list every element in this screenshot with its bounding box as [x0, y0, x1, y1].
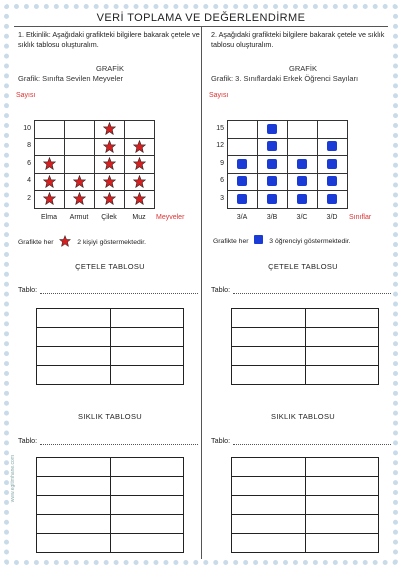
left-chart	[18, 92, 202, 232]
table-cell[interactable]	[232, 309, 306, 328]
table-cell[interactable]	[232, 328, 306, 347]
square-icon	[267, 159, 277, 169]
table-cell[interactable]	[110, 458, 184, 477]
table-cell[interactable]	[37, 534, 111, 553]
y-tick-label: 3	[220, 194, 224, 202]
grid-cell	[287, 120, 318, 139]
table-cell[interactable]	[37, 328, 111, 347]
table-cell[interactable]	[305, 328, 379, 347]
y-tick-label: 6	[27, 159, 31, 167]
left-siklik-table	[36, 457, 184, 553]
right-grafik-subtitle: Grafik: 3. Sınıflardaki Erkek Öğrenci Sayıları	[211, 74, 359, 83]
right-grafik-heading: GRAFİK	[289, 64, 317, 73]
grid-cell	[227, 138, 258, 157]
table-cell[interactable]	[37, 477, 111, 496]
right-instruction: 2. Aşağıdaki grafikteki bilgilere bakarak çetele ve sıklık tablosu oluşturalım.	[211, 30, 385, 49]
grid-cell	[64, 155, 95, 174]
square-icon	[267, 124, 277, 134]
left-legend-suffix: 2 kişiyi göstermektedir.	[77, 239, 147, 246]
left-y-axis-label: Sayısı	[16, 92, 36, 99]
left-siklik-dotted-line[interactable]	[40, 444, 198, 445]
y-tick-label: 4	[27, 177, 31, 185]
left-cetele-tablo-label: Tablo:	[18, 285, 38, 294]
square-icon	[327, 159, 337, 169]
square-icon	[267, 194, 277, 204]
left-column	[18, 30, 202, 555]
star-icon	[43, 175, 56, 188]
grid-cell	[64, 120, 95, 139]
table-cell[interactable]	[305, 477, 379, 496]
right-y-axis-label: Sayısı	[209, 92, 229, 99]
table-cell[interactable]	[110, 309, 184, 328]
table-cell[interactable]	[305, 309, 379, 328]
square-icon	[297, 159, 307, 169]
table-cell[interactable]	[110, 534, 184, 553]
table-cell[interactable]	[305, 347, 379, 366]
square-icon	[327, 176, 337, 186]
right-legend-suffix: 3 öğrenciyi göstermektedir.	[269, 238, 351, 245]
table-cell[interactable]	[305, 496, 379, 515]
table-cell[interactable]	[110, 328, 184, 347]
x-tick-label: Elma	[41, 213, 57, 221]
right-cetele-table	[231, 308, 379, 385]
right-column	[211, 30, 395, 555]
star-icon	[133, 140, 146, 153]
table-cell[interactable]	[232, 515, 306, 534]
square-icon	[237, 176, 247, 186]
table-cell[interactable]	[110, 366, 184, 385]
y-tick-label: 6	[220, 177, 224, 185]
star-icon	[103, 122, 116, 135]
left-grafik-heading: GRAFİK	[96, 64, 124, 73]
square-icon	[327, 194, 337, 204]
page-title: VERİ TOPLAMA VE DEĞERLENDİRME	[96, 12, 306, 24]
star-icon	[73, 192, 86, 205]
x-tick-label: Çilek	[101, 213, 117, 221]
x-tick-label: 3/A	[236, 213, 248, 221]
x-tick-label: 3/D	[326, 213, 338, 221]
left-cetele-title: ÇETELE TABLOSU	[75, 262, 145, 271]
x-tick-label: 3/C	[296, 213, 308, 221]
right-cetele-tablo-label: Tablo:	[211, 285, 231, 294]
table-cell[interactable]	[305, 534, 379, 553]
left-instruction: 1. Etkinlik: Aşağıdaki grafikteki bilgilere bakarak çetele ve sıklık tablosu oluşturalım.	[18, 30, 200, 49]
x-tick-label: Muz	[132, 213, 146, 221]
left-legend	[18, 235, 146, 247]
table-cell[interactable]	[37, 496, 111, 515]
table-cell[interactable]	[37, 515, 111, 534]
table-cell[interactable]	[305, 458, 379, 477]
grid-cell	[227, 120, 258, 139]
table-cell[interactable]	[37, 309, 111, 328]
y-tick-label: 10	[23, 124, 31, 132]
right-cetele-title: ÇETELE TABLOSU	[268, 262, 338, 271]
right-legend	[213, 235, 351, 245]
right-siklik-dotted-line[interactable]	[233, 444, 391, 445]
left-grafik-subtitle: Grafik: Sınıfta Sevilen Meyveler	[18, 74, 124, 83]
table-cell[interactable]	[232, 347, 306, 366]
right-siklik-table	[231, 457, 379, 553]
table-cell[interactable]	[232, 458, 306, 477]
table-cell[interactable]	[232, 366, 306, 385]
right-siklik-title: SIKLIK TABLOSU	[271, 412, 335, 421]
right-legend-prefix: Grafikte her	[213, 238, 249, 245]
left-siklik-title: SIKLIK TABLOSU	[78, 412, 142, 421]
star-icon	[43, 192, 56, 205]
table-cell[interactable]	[305, 515, 379, 534]
star-icon	[133, 175, 146, 188]
square-icon	[327, 141, 337, 151]
table-cell[interactable]	[110, 477, 184, 496]
square-icon	[297, 176, 307, 186]
star-icon	[133, 157, 146, 170]
square-icon	[267, 176, 277, 186]
star-icon	[133, 192, 146, 205]
star-icon	[103, 192, 116, 205]
square-icon	[254, 235, 263, 244]
y-tick-label: 9	[220, 159, 224, 167]
left-cetele-table	[36, 308, 184, 385]
right-chart	[211, 92, 395, 232]
y-tick-label: 15	[216, 124, 224, 132]
star-icon	[59, 235, 71, 247]
right-cetele-dotted-line[interactable]	[233, 293, 391, 294]
table-cell[interactable]	[110, 515, 184, 534]
grid-cell	[124, 120, 155, 139]
table-cell[interactable]	[232, 477, 306, 496]
star-icon	[43, 157, 56, 170]
square-icon	[237, 159, 247, 169]
grid-cell	[34, 120, 65, 139]
table-cell[interactable]	[110, 347, 184, 366]
square-icon	[237, 194, 247, 204]
table-cell[interactable]	[305, 366, 379, 385]
right-x-axis-label: Sınıflar	[349, 213, 372, 221]
left-legend-prefix: Grafikte her	[18, 239, 54, 246]
table-cell[interactable]	[37, 366, 111, 385]
left-siklik-tablo-label: Tablo:	[18, 436, 38, 445]
watermark: www.egitimhane.com	[10, 455, 16, 503]
grid-cell	[287, 138, 318, 157]
table-cell[interactable]	[110, 496, 184, 515]
y-tick-label: 2	[27, 194, 31, 202]
x-tick-label: 3/B	[266, 213, 278, 221]
y-tick-label: 8	[27, 142, 31, 150]
grid-cell	[34, 138, 65, 157]
left-x-axis-label: Meyveler	[156, 213, 185, 221]
table-cell[interactable]	[232, 496, 306, 515]
table-cell[interactable]	[232, 534, 306, 553]
square-icon	[297, 194, 307, 204]
x-tick-label: Armut	[69, 213, 89, 221]
y-tick-label: 12	[216, 142, 224, 150]
table-cell[interactable]	[37, 458, 111, 477]
star-icon	[103, 140, 116, 153]
square-icon	[267, 141, 277, 151]
grid-cell	[64, 138, 95, 157]
star-icon	[103, 175, 116, 188]
grid-cell	[317, 120, 348, 139]
star-icon	[73, 175, 86, 188]
left-cetele-dotted-line[interactable]	[40, 293, 198, 294]
right-siklik-tablo-label: Tablo:	[211, 436, 231, 445]
star-icon	[103, 157, 116, 170]
table-cell[interactable]	[37, 347, 111, 366]
